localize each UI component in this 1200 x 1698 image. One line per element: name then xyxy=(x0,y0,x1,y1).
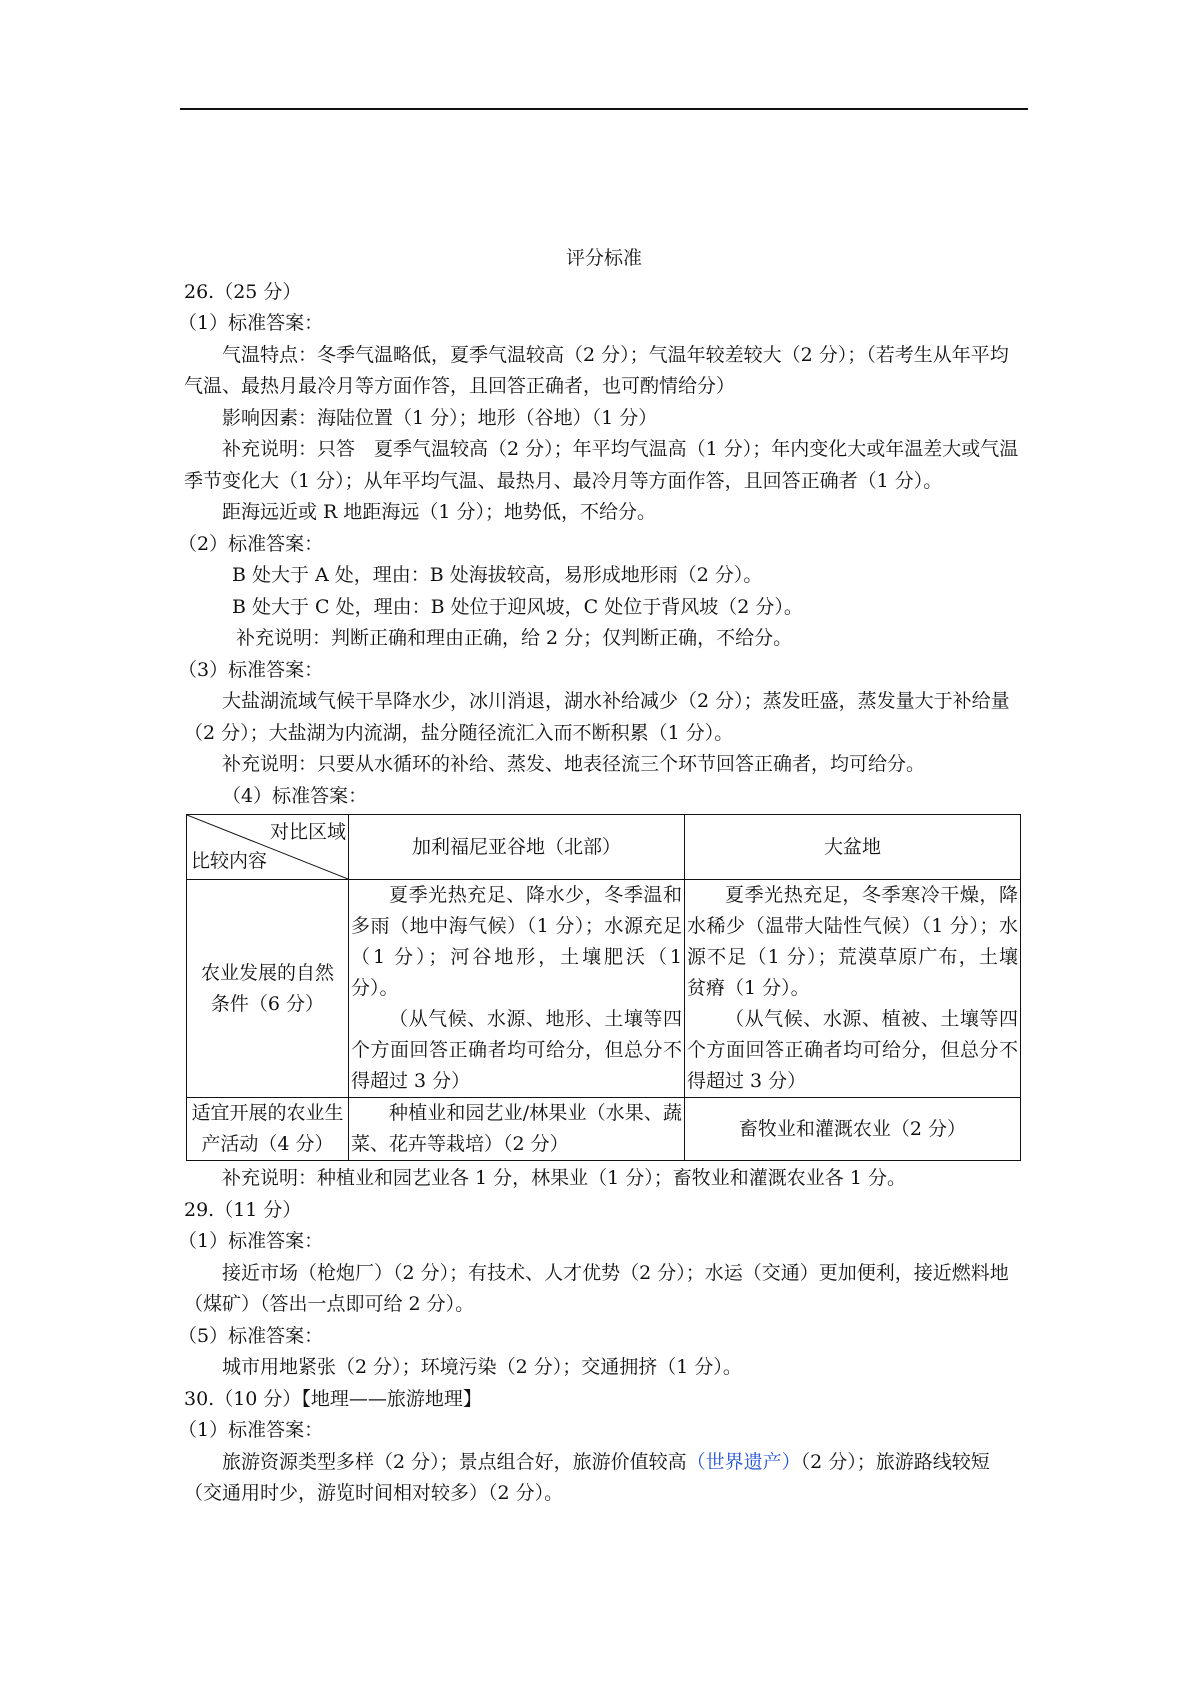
q29-part5-line1: 城市用地紧张（2 分）；环境污染（2 分）；交通拥挤（1 分）。 xyxy=(222,1356,742,1378)
q26-part1-label: （1）标准答案： xyxy=(178,312,324,334)
row-label-natural-conditions: 农业发展的自然条件（6 分） xyxy=(187,880,349,1098)
q26-part2-line3: 补充说明：判断正确和理由正确，给 2 分；仅判断正确，不给分。 xyxy=(236,627,793,649)
cell-california-conditions-note: （从气候、水源、地形、土壤等四个方面回答正确者均可给分，但总分不得超过 3 分） xyxy=(351,1008,682,1092)
q26-part1-line2: 影响因素：海陆位置（1 分）；地形（谷地）（1 分） xyxy=(222,406,658,429)
q26-part2-line2: B 处大于 C 处，理由：B 处位于迎风坡，C 处位于背风坡（2 分）。 xyxy=(232,595,803,618)
row-label-agriculture: 适宜开展的农业生产活动（4 分） xyxy=(187,1098,349,1161)
q26-part4-note: 补充说明：种植业和园艺业各 1 分，林果业（1 分）；畜牧业和灌溉农业各 1 分。 xyxy=(222,1167,906,1189)
table-header-row xyxy=(187,815,1021,880)
q26-part3-line1: 大盐湖流域气候干旱降水少，冰川消退，湖水补给减少（2 分）；蒸发旺盛，蒸发量大于补给量（2 分）；大盐湖为内流湖，盐分随径流汇入而不断积累（1 分）。 xyxy=(184,690,1010,744)
world-heritage-note: （世界遗产） xyxy=(686,1450,801,1473)
column-header-great-basin: 大盆地 xyxy=(685,815,1021,880)
cell-great-basin-conditions xyxy=(685,880,1021,1098)
table-row xyxy=(187,1098,1021,1161)
q26-part4-label: （4）标准答案： xyxy=(222,784,368,807)
q26-part3-line2: 补充说明：只要从水循环的补给、蒸发、地表径流三个环节回答正确者，均可给分。 xyxy=(222,753,926,775)
comparison-table xyxy=(186,814,1021,1161)
q30-part1-label: （1）标准答案： xyxy=(178,1419,324,1441)
q29-heading: 29.（11 分） xyxy=(184,1198,302,1221)
corner-bottom-label: 比较内容 xyxy=(191,850,268,872)
q26-part1-line3: 补充说明：只答 夏季气温较高（2 分）；年平均气温高（1 分）；年内变化大或年温差大或气温季节变化大（1 分）；从年平均气温、最热月、最冷月等方面作答，且回答正确者（1 分）。 xyxy=(184,438,1019,492)
q26-heading: 26.（25 分） xyxy=(184,280,302,303)
cell-california-conditions xyxy=(349,880,685,1098)
table-row xyxy=(187,880,1021,1098)
document-body xyxy=(178,243,1024,1510)
q30-part1-line1 xyxy=(184,1447,1024,1510)
page-title: 评分标准 xyxy=(565,247,642,269)
q29-part5-label: （5）标准答案： xyxy=(178,1324,324,1347)
cell-great-basin-conditions-note: （从气候、水源、植被、土壤等四个方面回答正确者均可给分，但总分不得超过 3 分） xyxy=(687,1008,1018,1092)
q26-part2-label: （2）标准答案： xyxy=(178,532,324,555)
cell-california-agriculture xyxy=(349,1098,685,1161)
cell-california-agriculture-text: 种植业和园艺业/林果业（水果、蔬菜、花卉等栽培）（2 分） xyxy=(351,1102,682,1155)
table-corner-cell xyxy=(187,815,349,880)
header-rule xyxy=(180,108,1028,110)
column-header-california: 加利福尼亚谷地（北部） xyxy=(349,815,685,880)
q30-heading: 30.（10 分）【地理——旅游地理】 xyxy=(184,1387,482,1410)
q26-part2-line1: B 处大于 A 处，理由：B 处海拔较高，易形成地形雨（2 分）。 xyxy=(232,564,763,586)
cell-california-conditions-text: 夏季光热充足、降水少，冬季温和多雨（地中海气候）（1 分）；水源充足（1 分）；河谷地形，土壤肥沃（1 分）。 xyxy=(351,884,682,999)
q29-part1-label: （1）标准答案： xyxy=(178,1230,324,1252)
q26-part1-line1: 气温特点：冬季气温略低，夏季气温较高（2 分）；气温年较差较大（2 分）；（若考生从年平均气温、最热月最冷月等方面作答，且回答正确者，也可酌情给分） xyxy=(184,343,1009,397)
q30-answer-text-a: 旅游资源类型多样（2 分）；景点组合好，旅游价值较高 xyxy=(222,1450,687,1473)
q26-part1-line4: 距海远近或 R 地距海远（1 分）；地势低，不给分。 xyxy=(222,501,657,523)
cell-great-basin-agriculture: 畜牧业和灌溉农业（2 分） xyxy=(685,1098,1021,1161)
q30-answer-text-b: （2 分）；旅游路线较短（交通用时少，游览时间相对较多）（2 分）。 xyxy=(184,1450,990,1504)
q29-part1-line1: 接近市场（枪炮厂）（2 分）；有技术、人才优势（2 分）；水运（交通）更加便利，接近燃料地（煤矿）（答出一点即可给 2 分）。 xyxy=(184,1261,1009,1315)
corner-top-label: 对比区域 xyxy=(269,821,346,843)
q26-part3-label: （3）标准答案： xyxy=(178,658,324,681)
cell-great-basin-conditions-text: 夏季光热充足，冬季寒冷干燥，降水稀少（温带大陆性气候）（1 分）；水源不足（1 分）；荒漠草原广布，土壤贫瘠（1 分）。 xyxy=(687,884,1018,999)
